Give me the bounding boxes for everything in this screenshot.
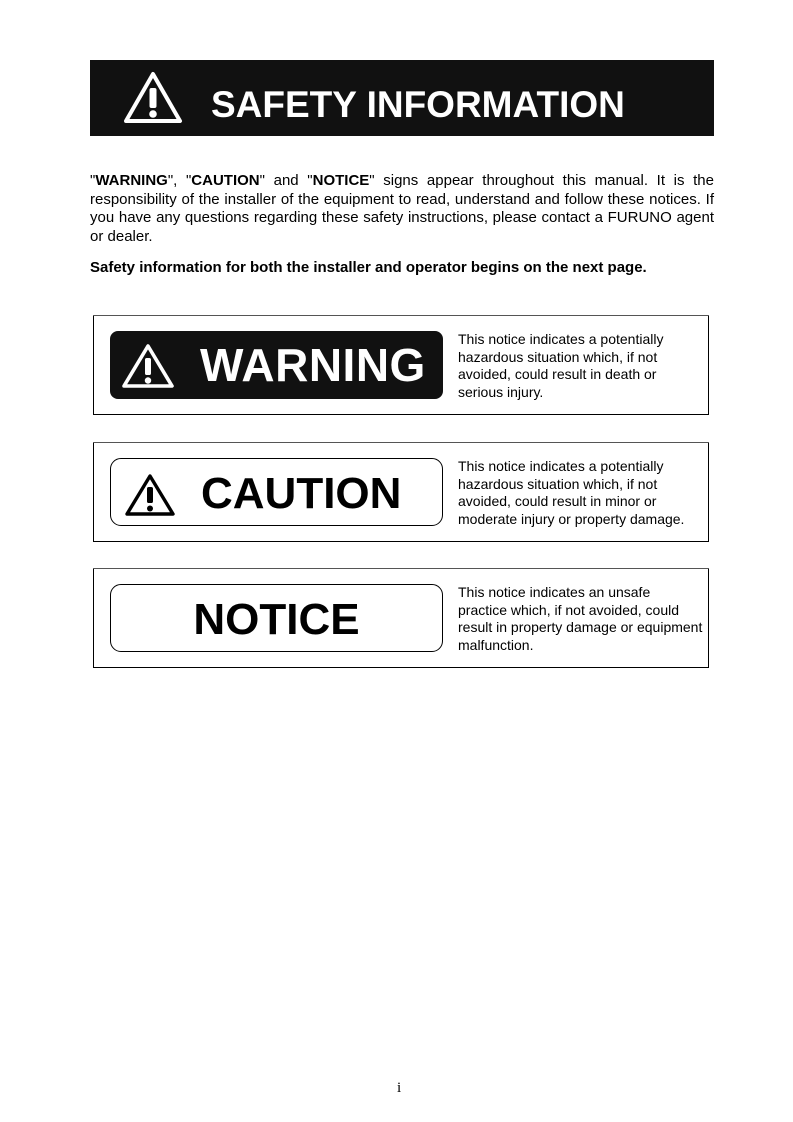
warning-triangle-icon [122,343,184,394]
box-top-rule [93,315,710,316]
notice-box-notice [93,568,709,668]
notice-label [110,584,443,652]
intro-body-text: " signs appear throughout this manual. It is the responsibility of the installer of the equipment to read, understand and follow these notices. If you have any questions regarding these safety instructions, please contact a FURUNO agent or dealer. [90,172,714,245]
caution-label-text: CAUTION [201,469,402,518]
notice-description: This notice indicates an unsafe practice which, if not avoided, could result in property damage or equipment malfunction. [458,584,703,653]
warning-triangle-icon [124,473,186,522]
box-top-rule [93,568,710,569]
page-title: SAFETY INFORMATION [211,84,625,125]
caution-label [110,458,443,526]
intro-paragraph [90,172,714,246]
intro-separator: " and " [259,172,313,189]
page-number: i [397,1080,402,1096]
notice-box-caution [93,442,709,542]
warning-triangle-icon [122,70,184,131]
next-page-note: Safety information for both the installer and operator begins on the next page. [90,259,647,276]
warning-description: This notice indicates a potentially hazardous situation which, if not avoided, could result in death or serious injury. [458,331,664,400]
intro-word-caution: CAUTION [191,172,260,189]
caution-description: This notice indicates a potentially hazardous situation which, if not avoided, could result in minor or moderate injury or property damage. [458,458,685,527]
intro-word-warning: WARNING [95,172,168,189]
notice-box-warning [93,315,709,415]
box-top-rule [93,442,710,443]
intro-separator: ", " [167,172,192,189]
warning-label-text: WARNING [200,339,426,391]
intro-quote: " [90,172,96,189]
notice-label-text: NOTICE [193,595,360,644]
intro-word-notice: NOTICE [312,172,370,189]
warning-label [110,331,443,399]
